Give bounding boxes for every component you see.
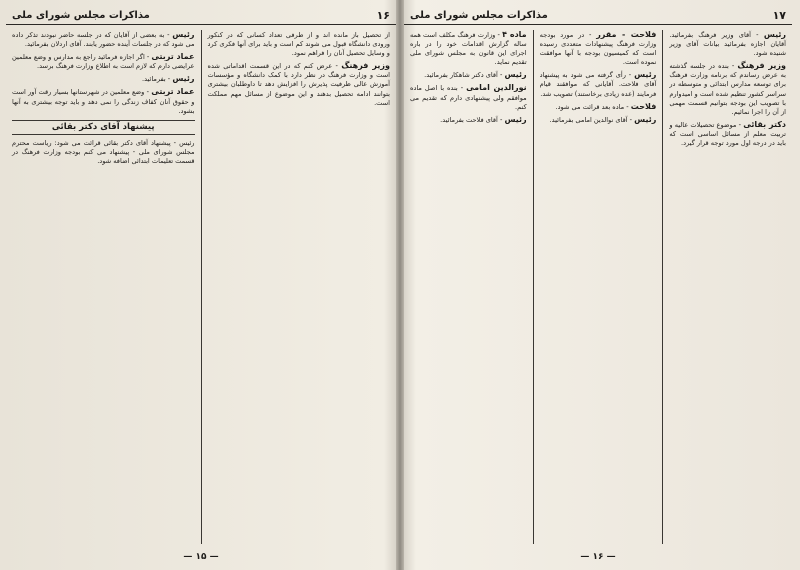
paragraph: وزیر فرهنگ - عرض کنم که در این قسمت اقداماتی شده است و وزارت فرهنگ در نظر دارد با کمک دانشگاه و مؤسسات آموزش عالی ظرفیت پذیرش را افزایش دهد تا داوطلبان بیشتری بتوانند ادامه تحصیل بدهند و این موضوع از مسائل مهم مملکت است. (207, 61, 390, 107)
paragraph: عماد تربتی - وضع معلمین در شهرستانها بسیار رقت آور است و حقوق آنان کفاف زندگی را نمی دهد و باید توجه بیشتری به آنها بشود. (12, 87, 195, 115)
left-page-header (6, 6, 396, 25)
right-page-number: ۱۷ (772, 8, 786, 22)
paragraph: رئیس - بفرمائید. (141, 74, 195, 84)
right-column-2 (533, 30, 663, 544)
right-page-header-title: مذاکرات مجلس شورای ملی (410, 9, 548, 21)
right-page-footer-number: — ۱۶ — (580, 552, 616, 562)
left-page (6, 6, 396, 564)
paragraph: فلاحت - مقرر - در مورد بودجه وزارت فرهنگ پیشنهادات متعددی رسیده است که کمیسیون بودجه با آنها موافقت نموده است. (539, 30, 657, 67)
paragraph: رئیس - پیشنهاد آقای دکتر بقائی قرائت می شود: ریاست محترم مجلس شورای ملی - پیشنهاد می کنم بودجه وزارت فرهنگ در قسمت تعلیمات ابتدائی اضافه شود. (12, 138, 195, 166)
paragraph: رئیس - آقای وزیر فرهنگ بفرمائید. آقایان اجازه بفرمائید بیانات آقای وزیر شنیده شود. (669, 30, 786, 58)
left-column-1 (201, 30, 397, 544)
right-page-columns (404, 30, 792, 544)
paragraph: نورالدین امامی - بنده با اصل ماده موافقم ولی پیشنهادی دارم که تقدیم می کنم. (409, 83, 527, 111)
left-page-number: ۱۶ (376, 8, 390, 22)
paragraph: رئیس - آقای نوالدین امامی بفرمائید. (549, 114, 657, 124)
paragraph: وزیر فرهنگ - بنده در جلسه گذشته به عرض رساندم که برنامه وزارت فرهنگ برای توسعه مدارس ابتدائی و متوسطه در سراسر کشور تنظیم شده است و امیدوارم با تصویب این بودجه بتوانیم قسمت مهمی از آن را اجرا نمائیم. (669, 61, 786, 116)
paragraph: رئیس - رأی گرفته می شود به پیشنهاد آقای فلاحت. آقایانی که موافقند قیام فرمایند (عده زیادی برخاستند) تصویب شد. (539, 70, 657, 98)
right-column-1 (662, 30, 792, 544)
paragraph: ماده ۴ - وزارت فرهنگ مکلف است همه ساله گزارش اقدامات خود را در باره اجرای این قانون به مجلس شورای ملی تقدیم نماید. (409, 30, 527, 67)
paragraph: رئیس - آقای دکتر شاهکار بفرمائید. (424, 70, 527, 80)
right-column-3 (404, 30, 533, 544)
paragraph: فلاحت - ماده بعد قرائت می شود. (555, 101, 657, 111)
right-page-header (404, 6, 792, 25)
left-column-2 (6, 30, 201, 544)
paragraph: رئیس - آقای فلاحت بفرمائید. (440, 114, 527, 124)
paragraph: از تحصیل باز مانده اند و از طرفی تعداد کسانی که در کنکور ورودی دانشگاه قبول می شوند کم است و باید برای آنها فکری کرد و وسایل تحصیل آنان را فراهم نمود. (207, 31, 390, 58)
right-page (404, 6, 792, 564)
paragraph: عماد تربتی - اگر اجازه فرمائید راجع به مدارس و وضع معلمین عرایضی دارم که لازم است به اطلاع وزارت فرهنگ برسد. (12, 52, 195, 71)
binding-gutter (396, 0, 404, 570)
left-page-columns (6, 30, 396, 544)
left-page-footer-number: — ۱۵ — (183, 552, 219, 562)
left-page-header-title: مذاکرات مجلس شورای ملی (12, 9, 150, 21)
paragraph: دکتر بقائی - موضوع تحصیلات عالیه و تربیت معلم از مسائل اساسی است که باید در درجه اول مورد توجه قرار گیرد. (669, 119, 786, 148)
section-title: پیشنهاد آقای دکتر بقائی (12, 120, 195, 135)
paragraph: رئیس - به بعضی از آقایان که در جلسه حاضر نبودند تذکر داده می شود که در جلسات آینده حضور یابند. آقای اردلان بفرمائید. (12, 30, 195, 49)
